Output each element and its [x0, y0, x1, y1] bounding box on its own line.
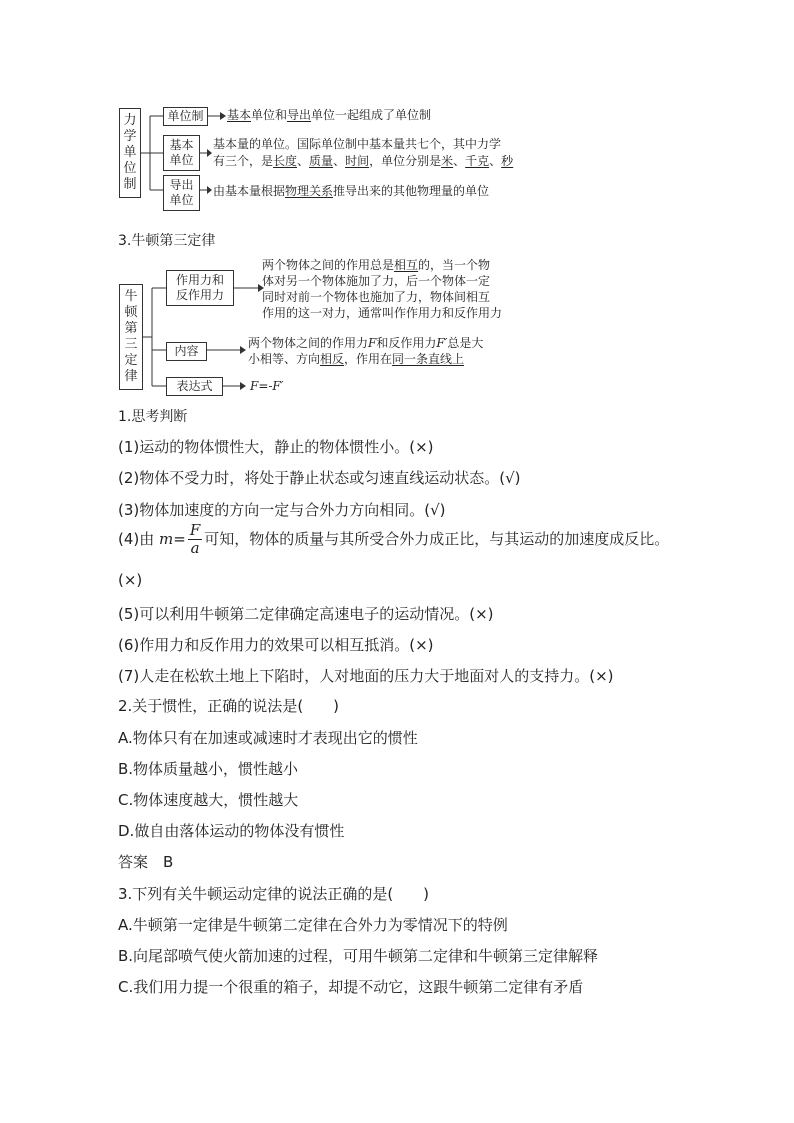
fraction-numerator: F: [189, 521, 201, 539]
underlined-term: 物理关系: [285, 184, 334, 198]
underlined-term: 千克: [465, 154, 490, 168]
item-text: 可知，物体的质量与其所受合外力成正比，与其运动的加速度成反比。: [204, 530, 670, 548]
desc-text: 由基本量根据: [213, 184, 286, 198]
q2-option-a: A.物体只有在加速或减速时才表现出它的惯性: [118, 729, 418, 747]
root-char: 律: [124, 369, 138, 384]
root-char: 顿: [124, 305, 138, 320]
q1-item-5: (5)可以利用牛顿第二定律确定高速电子的运动情况。(×): [118, 605, 494, 623]
q3-stem: 3.下列有关牛顿运动定律的说法正确的是( ): [118, 885, 430, 903]
action-reaction-desc-4: 作用的这一对力，通常叫作作用力和反作用力: [262, 306, 503, 320]
q1-title: 1.思考判断: [118, 409, 188, 425]
q3-option-b: B.向尾部喷气使火箭加速的过程，可用牛顿第二定律和牛顿第三定律解释: [118, 947, 599, 965]
desc-text: ，作用在: [344, 352, 393, 366]
underlined-term: 秒: [501, 154, 514, 168]
q1-item-4: [118, 522, 669, 557]
action-reaction-box: [166, 270, 234, 306]
action-reaction-desc-2: 体对另一个物体施加了力，后一个物体一定: [262, 274, 491, 288]
underlined-term: 时间: [345, 154, 370, 168]
root-char: 位: [123, 161, 137, 176]
desc-text: 、: [297, 154, 310, 168]
desc-text: 、: [453, 154, 466, 168]
q2-option-d: D.做自由落体运动的物体没有惯性: [118, 822, 345, 840]
underlined-term: 基本: [227, 108, 252, 122]
q2-option-c: C.物体速度越大，惯性越大: [118, 791, 299, 809]
desc-text: ，单位分别是: [369, 154, 442, 168]
desc-text: 单位和: [251, 108, 288, 122]
expression-box: 表达式: [166, 377, 223, 396]
underlined-term: 长度: [273, 154, 298, 168]
underlined-term: 米: [441, 154, 454, 168]
content-desc-2: [248, 352, 464, 367]
q1-item-6: (6)作用力和反作用力的效果可以相互抵消。(×): [118, 636, 434, 654]
root-char: 力: [123, 113, 137, 128]
fraction-F-over-a: [188, 522, 202, 557]
box-line: 单位: [169, 193, 194, 207]
box-line: 作用力和: [175, 273, 224, 287]
desc-text: 的，当一个物: [418, 258, 491, 272]
root-char: 制: [123, 177, 137, 192]
desc-text: 和反作用力: [376, 336, 437, 350]
action-reaction-desc-3: 同时对前一个物体也施加了力，物体间相互: [262, 290, 491, 304]
desc-text: 有三个，是: [213, 154, 274, 168]
q1-item-3: (3)物体加速度的方向一定与合外力方向相同。(√): [118, 501, 446, 519]
symbol-m: m: [159, 530, 174, 548]
q2-option-b: B.物体质量越小，惯性越小: [118, 760, 299, 778]
underlined-term: 同一条直线上: [392, 352, 465, 366]
underlined-term: 质量: [309, 154, 334, 168]
box-line: 反作用力: [175, 288, 224, 302]
q3-option-a: A.牛顿第一定律是牛顿第二定律在合外力为零情况下的特例: [118, 916, 508, 934]
equals-sign: =: [173, 530, 186, 548]
underlined-term: 导出: [287, 108, 312, 122]
root-char: 第: [124, 321, 138, 336]
base-unit-desc-1: 基本量的单位。国际单位制中基本量共七个，其中力学: [213, 137, 502, 151]
q1-item-4-mark: (×): [118, 571, 143, 589]
underlined-term: 相反: [320, 352, 345, 366]
desc-text: 两个物体之间的作用力: [248, 336, 369, 350]
q2-answer: 答案 B: [118, 853, 174, 871]
desc-text: 、: [489, 154, 502, 168]
q1-item-2: (2)物体不受力时，将处于静止状态或匀速直线运动状态。(√): [118, 469, 521, 487]
content-box: 内容: [166, 342, 207, 361]
desc-text: 单位一起组成了单位制: [311, 108, 432, 122]
q1-item-1: (1)运动的物体惯性大，静止的物体惯性小。(×): [118, 438, 434, 456]
box-line: 单位: [169, 153, 194, 167]
desc-text: 总是大: [447, 336, 484, 350]
desc-text: 、: [333, 154, 346, 168]
section3-title: 3.牛顿第三定律: [118, 233, 216, 249]
box-line: 基本: [169, 138, 194, 152]
q2-stem: 2.关于惯性，正确的说法是( ): [118, 697, 340, 715]
action-reaction-desc-1: [262, 258, 490, 273]
desc-text: 两个物体之间的作用总是: [262, 258, 395, 272]
expression-formula: F=-F′: [250, 379, 284, 393]
unit-system-box: 单位制: [163, 107, 208, 126]
q1-item-7: (7)人走在松软土地上下陷时，人对地面的压力大于地面对人的支持力。(×): [118, 667, 614, 685]
symbol-F: F: [368, 336, 377, 350]
item-text: (4)由: [118, 530, 155, 548]
desc-text: 小相等、方向: [248, 352, 321, 366]
fraction-denominator: a: [190, 539, 200, 557]
root-char: 单: [123, 145, 137, 160]
content-desc-1: [248, 336, 483, 351]
q3-option-c: C.我们用力提一个很重的箱子，却提不动它，这跟牛顿第二定律有矛盾: [118, 978, 584, 996]
desc-text: 推导出来的其他物理量的单位: [333, 184, 490, 198]
symbol-F-prime: F′: [436, 336, 448, 350]
root-char: 三: [124, 337, 138, 352]
root-char: 牛: [124, 289, 138, 304]
root-char: 学: [123, 129, 137, 144]
box-line: 导出: [169, 178, 194, 192]
root-char: 定: [124, 353, 138, 368]
underlined-term: 相互: [394, 258, 419, 272]
